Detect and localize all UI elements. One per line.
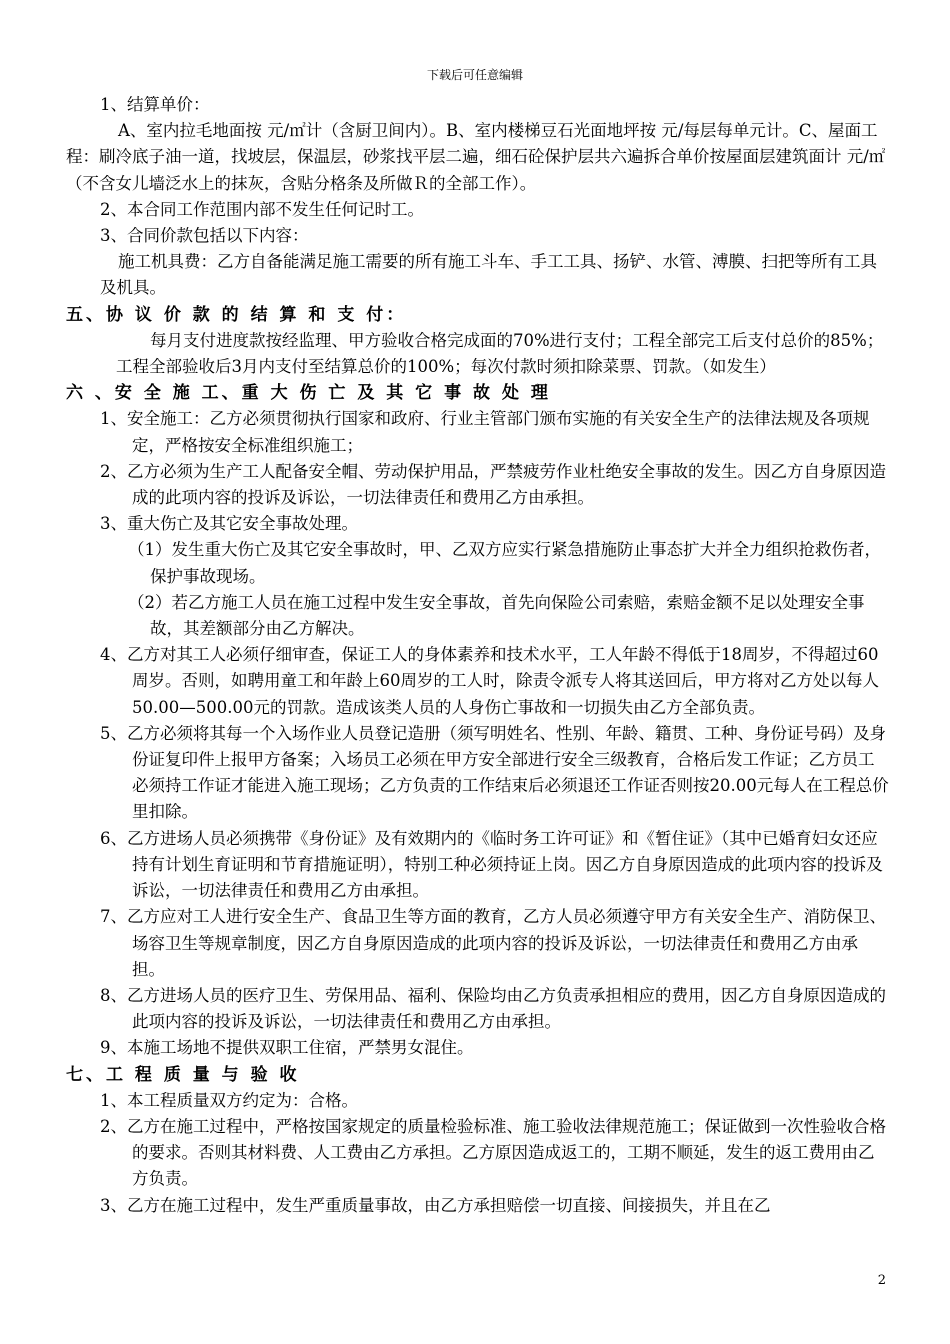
safety-clause-3: 3、重大伤亡及其它安全事故处理。 bbox=[100, 514, 358, 534]
document-body bbox=[66, 92, 890, 1219]
payment-paragraph: 每月支付进度款按经监理、甲方验收合格完成面的70%进行支付；工程全部完工后支付总价的85%；工程全部验收后3月内支付至结算总价的100%；每次付款时须扣除菜票、罚款。（如发生） bbox=[116, 330, 884, 377]
safety-clause-9: 9、本施工场地不提供双职工住宿，严禁男女混住。 bbox=[100, 1038, 474, 1058]
equipment-cost-paragraph: 施工机具费：乙方自备能满足施工需要的所有施工斗车、手工工具、扬铲、水管、溥膜、扫把等所有工具及机具。 bbox=[100, 252, 877, 298]
safety-clause-1: 1、安全施工：乙方必须贯彻执行国家和政府、行业主管部门颁布实施的有关安全生产的法律法规及各项规定，严格按安全标准组织施工； bbox=[100, 409, 870, 455]
safety-clause-6: 6、乙方进场人员必须携带《身份证》及有效期内的《临时务工许可证》和《暂住证》（其中已婚育妇女还应持有计划生育证明和节育措施证明），特别工种必须持证上岗。因乙方自身原因造成的此项内容的投诉及诉讼，一切法律责任和费用乙方由承担。 bbox=[100, 828, 883, 901]
quality-clause-3: 3、乙方在施工过程中，发生严重质量事故，由乙方承担赔偿一切直接、间接损失，并且在乙 bbox=[100, 1195, 771, 1215]
contract-price-contents-heading: 3、合同价款包括以下内容： bbox=[100, 226, 309, 246]
safety-clause-2: 2、乙方必须为生产工人配备安全帽、劳动保护用品，严禁疲劳作业杜绝安全事故的发生。因乙方自身原因造成的此项内容的投诉及诉讼，一切法律责任和费用乙方由承担。 bbox=[100, 461, 886, 508]
safety-clause-8: 8、乙方进场人员的医疗卫生、劳保用品、福利、保险均由乙方负责承担相应的费用，因乙方自身原因造成的此项内容的投诉及诉讼，一切法律责任和费用乙方由承担。 bbox=[100, 985, 886, 1032]
safety-clause-5: 5、乙方必须将其每一个入场作业人员登记造册（须写明姓名、性别、年龄、籍贯、工种、身份证号码）及身份证复印件上报甲方备案；入场员工必须在甲方安全部进行安全三级教育，合格后发工作证；乙方员工必须持工作证才能进入施工现场；乙方负责的工作结束后必须退还工作证否则按20.00元每人在工程总价里扣除。 bbox=[100, 723, 889, 822]
safety-clause-7: 7、乙方应对工人进行安全生产、食品卫生等方面的教育，乙方人员必须遵守甲方有关安全生产、消防保卫、场容卫生等规章制度，因乙方自身原因造成的此项内容的投诉及诉讼，一切法律责任和费用乙方由承担。 bbox=[100, 907, 886, 979]
safety-clause-3-1: （1）发生重大伤亡及其它安全事故时，甲、乙双方应实行紧急措施防止事态扩大并全力组织抢救伤者，保护事故现场。 bbox=[128, 540, 881, 586]
quality-clause-1: 1、本工程质量双方约定为：合格。 bbox=[100, 1090, 358, 1110]
quality-clause-2: 2、乙方在施工过程中，严格按国家规定的质量检验标准、施工验收法律规范施工；保证做到一次性验收合格的要求。否则其材料费、人工费由乙方承担。乙方原因造成返工的，工期不顺延，发生的返工费用由乙方负责。 bbox=[100, 1116, 886, 1189]
no-timed-labor-clause: 2、本合同工作范围内部不发生任何记时工。 bbox=[100, 199, 424, 219]
page-header: 下载后可任意编辑 bbox=[426, 68, 523, 82]
section-five-heading: 五、协 议 价 款 的 结 算 和 支 付： bbox=[66, 304, 407, 325]
safety-clause-3-2: （2）若乙方施工人员在施工过程中发生安全事故，首先向保险公司索赔，索赔金额不足以处理安全事故，其差额部分由乙方解决。 bbox=[128, 592, 865, 639]
unit-price-paragraph: A、室内拉毛地面按 元/㎡计（含厨卫间内）。B、室内楼梯豆石光面地坪按 元/每层每单元计。C、屋面工程：刷冷底子油一道，找坡层，保温层，砂浆找平层二遍，细石砼保护层共六遍拆合单价按屋面层建筑面计 元/㎡（不含女儿墙泛水上的抹灰，含贴分格条及所做Ｒ的全部工作）。 bbox=[66, 121, 886, 193]
section-seven-heading: 七、工 程 质 量 与 验 收 bbox=[66, 1064, 300, 1085]
page-number: 2 bbox=[877, 1273, 886, 1288]
safety-clause-4: 4、乙方对其工人必须仔细审查，保证工人的身体素养和技术水平，工人年龄不得低于18周岁，不得超过60周岁。否则，如聘用童工和年龄上60周岁的工人时，除责令派专人将其送回后，甲方将对乙方处以每人50.00—500.00元的罚款。造成该类人员的人身伤亡事故和一切损失由乙方全部负责。 bbox=[100, 645, 879, 717]
settlement-unit-price-heading: 1、结算单价： bbox=[100, 95, 210, 114]
section-six-heading: 六 、安 全 施 工、重 大 伤 亡 及 其 它 事 故 处 理 bbox=[66, 383, 551, 404]
